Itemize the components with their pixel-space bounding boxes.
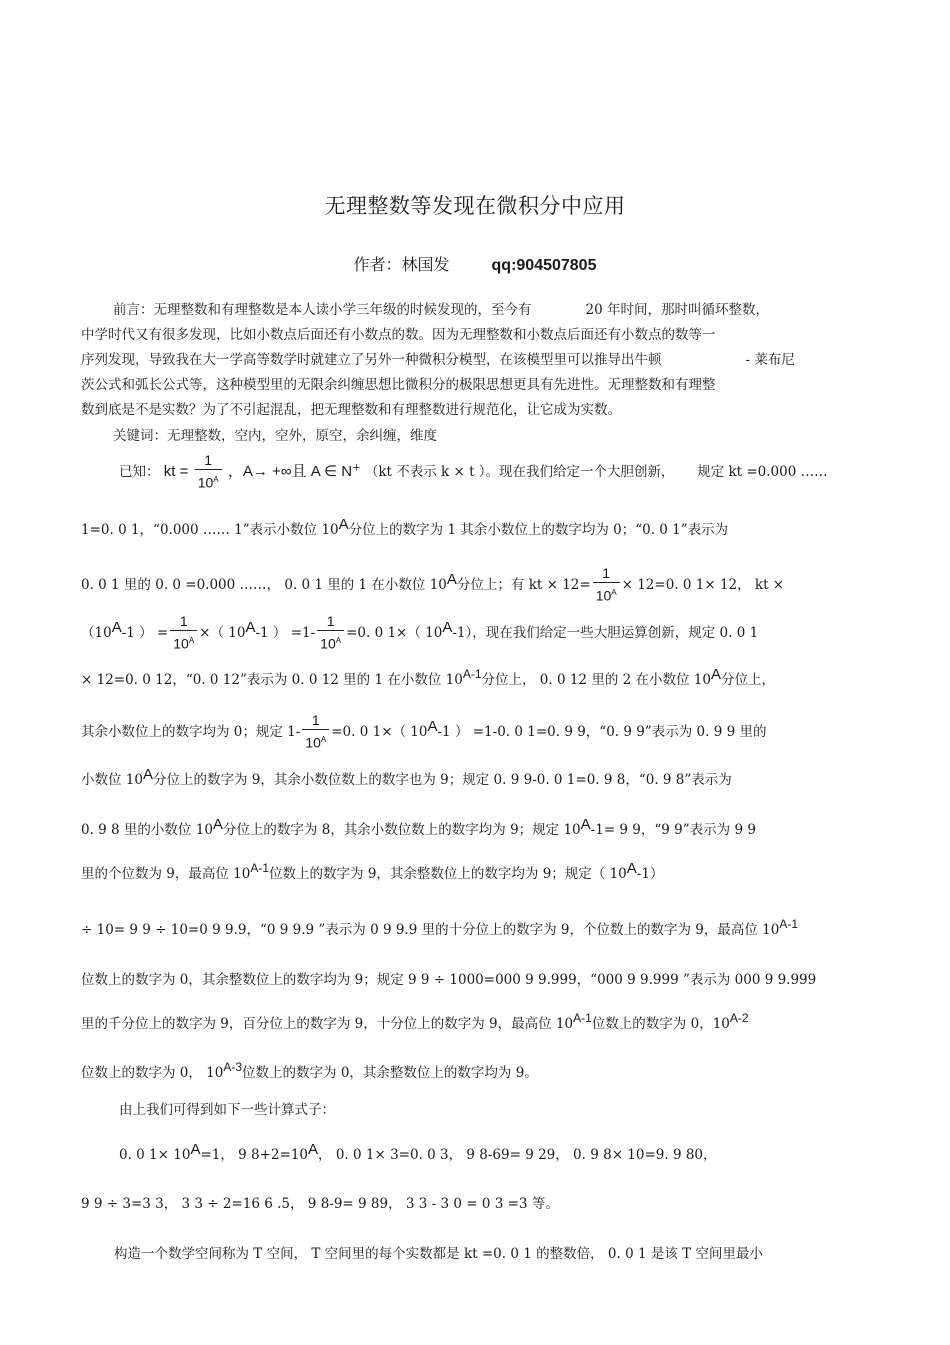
body-line-9: ÷ 10= 9 9 ÷ 10=0 9 9.9，“0 9 9.9 ”表示为 0 9 9.9 里的十分位上的数字为 9，个位数上的数字为 9，最高位 10A-1 (81, 917, 799, 938)
preface-line-3 (81, 350, 881, 370)
body-line-6: 小数位 10A分位上的数字为 9，其余小数位数上的数字也为 9；规定 0. 9 9-0. 0 1=0. 9 8，“0. 9 8”表示为 (81, 766, 732, 788)
known-note: （kt 不表示 k × t ）。现在我们给定一个大胆创新， (364, 463, 675, 480)
fraction: $\frac{1}{10^A}$ (195, 452, 222, 493)
kt-symbol: kt = (163, 462, 189, 480)
keywords-line: 关键词：无理整数，空内，空外，原空，余纠缠，维度 (113, 428, 437, 444)
body-line-11: 里的千分位上的数字为 9，百分位上的数字为 9，十分位上的数字为 9，最高位 10A-1位数上的数字为 0，10A-2 (81, 1011, 749, 1032)
body-line-4: × 12=0. 0 12，“0. 0 12”表示为 0. 0 12 里的 1 在小数位 10A-1分位上， 0. 0 12 里的 2 在小数位 10A分位上， (81, 666, 775, 688)
fraction: $\frac{1}{10^A}$ (302, 712, 329, 753)
limit-expression: ，A→ +∞且 A ∈ N (227, 462, 353, 480)
body-line-13: 由上我们可得到如下一些计算式子： (119, 1102, 335, 1118)
body-line-15: 9 9 ÷ 3=3 3， 3 3 ÷ 2=16 6 .5， 9 8-9= 9 89， 3 3 - 3 0 = 0 3 =3 等。 (81, 1196, 559, 1212)
body-line-1: 1=0. 0 1，“0.000 …… 1”表示小数位 10A分位上的数字为 1 其余小数位上的数字均为 0；“0. 0 1”表示为 (81, 516, 729, 538)
known-rule: 规定 kt =0.000 …… (697, 463, 828, 480)
preface-line-5: 数到底是不是实数？为了不引起混乱，把无理整数和有理整数进行规范化，让它成为实数。 (81, 402, 621, 418)
body-line-10: 位数上的数字为 0，其余整数位上的数字均为 9；规定 9 9 ÷ 1000=000 9 9.999，“000 9 9.999 ”表示为 000 9 9.999 (81, 972, 817, 988)
body-line-16: 构造一个数学空间称为 T 空间， T 空间里的每个实数都是 kt =0. 0 1 的整数倍， 0. 0 1 是该 T 空间里最小 (114, 1246, 763, 1262)
preface-text: 20 年时间，那时叫循环整数， (585, 302, 769, 318)
body-line-3: （10A-1 ） = $\frac{1}{10^A}$ ×（ 10A-1 ） =1- $\frac{1}{10^A}$ =0. 0 1×（ 10A-1），现在我们给定一些大胆运算创新，规定 0. 0 1 (81, 613, 759, 652)
fraction: $\frac{1}{10^A}$ (593, 565, 620, 606)
fraction: $\frac{1}{10^A}$ (170, 613, 197, 654)
preface-line-4: 茨公式和弧长公式等，这种模型里的无限余纠缠思想比微积分的极限思想更具有先进性。无理整数和有理整 (81, 377, 716, 393)
known-line: 已知： kt = $\frac{1}{10^A}$ ，A→ +∞且 A ∈ N+ （kt 不表示 k × t ）。现在我们给定一个大胆创新， 规定 kt =0.000 …… (119, 452, 828, 491)
preface-line-2: 中学时代又有很多发现，比如小数点后面还有小数点的数。因为无理整数和小数点后面还有小数点的数等一 (81, 327, 716, 343)
body-line-2: 0. 0 1 里的 0. 0 =0.000 ……， 0. 0 1 里的 1 在小数位 10A分位上；有 kt × 12= $\frac{1}{10^A}$ × 12=0. 0 1× 12， kt × (81, 565, 785, 604)
body-line-7: 0. 9 8 里的小数位 10A分位上的数字为 8，其余小数位数上的数字均为 9；规定 10A-1= 9 9，“9 9”表示为 9 9 (81, 816, 756, 838)
preface-text: 序列发现，导致我在大一学高等数学时就建立了另外一种微积分模型，在该模型里可以推导出牛顿 (81, 352, 662, 368)
document-title: 无理整数等发现在微积分中应用 (324, 194, 626, 218)
body-line-5: 其余小数位上的数字均为 0；规定 1- $\frac{1}{10^A}$ =0. 0 1×（ 10A-1 ） =1-0. 0 1=0. 9 9，“0. 9 9”表示为 0. 9 9 里的 (81, 712, 767, 751)
preface-text: - 莱布尼 (745, 352, 795, 368)
preface-line-1 (113, 300, 913, 320)
known-prefix: 已知： (119, 463, 160, 480)
body-line-12: 位数上的数字为 0， 10A-3位数上的数字为 0，其余整数位上的数字均为 9。 (81, 1060, 538, 1081)
author-line (0, 252, 950, 275)
fraction: $\frac{1}{10^A}$ (317, 613, 344, 654)
body-line-14: 0. 0 1× 10A=1， 9 8+2=10A， 0. 0 1× 3=0. 0 3， 9 8-69= 9 29， 0. 9 8× 10=9. 9 80， (119, 1141, 717, 1163)
author-name: 作者：林国发 (353, 255, 450, 274)
body-line-8: 里的个位数为 9，最高位 10A-1位数上的数字为 9，其余整数位上的数字均为 9；规定（ 10A-1） (81, 860, 664, 882)
preface-text: 前言：无理整数和有理整数是本人读小学三年级的时候发现的，至今有 (113, 302, 532, 318)
author-qq: qq:904507805 (491, 257, 597, 274)
